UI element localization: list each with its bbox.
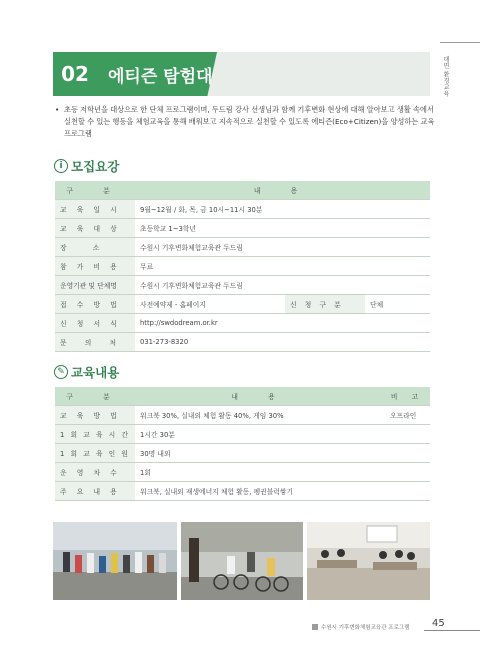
col-header-content: 내 용 [135,181,430,200]
row-note [385,425,430,444]
page-number: 45 [432,618,445,629]
row-note [385,463,430,482]
table-row [55,406,430,425]
row-label: 1 회 교 육 인 원 [55,444,135,463]
row-value: 워크북 30%, 실내외 체험 활동 40%, 게임 30% [135,406,385,425]
table-row [55,482,430,501]
table-row [55,444,430,463]
row-note [385,444,430,463]
table-header-row [55,387,430,406]
col-header-note: 비 고 [385,387,430,406]
row-value: 초등학교 1~3학년 [135,219,430,238]
bullet-icon: • [55,105,60,114]
row-value: 30명 내외 [135,444,385,463]
table-header-row [55,181,430,200]
footer-rule [424,630,480,631]
pencil-icon: ✎ [54,365,68,379]
row-note [385,482,430,501]
sub-label: 신 청 구 분 [285,295,365,314]
table-row [55,425,430,444]
row-value: http://swdodream.or.kr [135,314,430,333]
program-title: 에티즌 탐험대 [108,67,213,87]
table-row [55,295,430,314]
program-intro [55,104,435,140]
row-value: 1회 [135,463,385,482]
table-row [55,463,430,482]
row-label: 장 소 [55,238,135,257]
row-label: 신 청 서 식 [55,314,135,333]
table-row [55,276,430,295]
intro-text: 초등 저학년을 대상으로 한 단체 프로그램이며, 두드림 강사 선생님과 함께 기후변화 현상에 대해 알아보고 생활 속에서 실천할 수 있는 행동을 체험교육을 통해 배워보고 지속적으로 실천할 수 있도록 에티즌(Eco+Citizen)을 양성하는 교육 프로그램 [64,105,435,138]
row-label: 운영기관 및 단체명 [55,276,135,295]
row-value: 9월~12월 / 화, 목, 금 10시~11시 30분 [135,200,430,219]
education-heading-text: 교육내용 [71,365,120,380]
recruit-heading [54,157,119,175]
row-label: 교 육 방 법 [55,406,135,425]
col-header-content: 내 용 [135,387,385,406]
row-value: 사전예약제 - 홈페이지 [135,295,285,314]
table-row [55,219,430,238]
side-rule [440,42,480,43]
table-row [55,257,430,276]
sub-value: 단체 [365,295,430,314]
row-value: 031-273-8320 [135,333,430,352]
col-header-category: 구 분 [55,181,135,200]
row-label: 운 영 차 수 [55,463,135,482]
activity-photo-classroom [307,522,430,600]
row-label: 접 수 방 법 [55,295,135,314]
col-header-category: 구 분 [55,387,135,406]
row-label: 교 육 대 상 [55,219,135,238]
info-icon: i [54,159,68,173]
education-table [55,387,430,501]
table-row [55,200,430,219]
table-row [55,314,430,333]
row-value: 워크북, 실내외 재생에너지 체험 활동, 펭귄블럭쌓기 [135,482,385,501]
row-value: 수원시 기후변화체험교육관 두드림 [135,238,430,257]
activity-photo-outdoor [53,522,177,600]
recruit-table [55,181,430,352]
footer-square-icon [312,624,318,630]
table-row [55,333,430,352]
row-label: 문 의 처 [55,333,135,352]
row-label: 참 가 비 용 [55,257,135,276]
activity-photo-bikes [181,522,303,600]
table-row [55,238,430,257]
row-note: 오프라인 [385,406,430,425]
side-section-label: 대면 환경교육 [442,56,449,98]
row-value: 1시간 30분 [135,425,385,444]
recruit-heading-text: 모집요강 [71,159,120,174]
footer-label [312,623,410,631]
footer-text: 수원시 기후변화체험교육관 프로그램 [321,625,410,631]
row-value: 무료 [135,257,430,276]
row-label: 주 요 내 용 [55,482,135,501]
row-label: 교 육 일 시 [55,200,135,219]
education-heading [54,363,119,381]
row-value: 수원시 기후변화체험교육관 두드림 [135,276,430,295]
section-number: 02 [53,52,97,96]
row-label: 1 회 교 육 시 간 [55,425,135,444]
